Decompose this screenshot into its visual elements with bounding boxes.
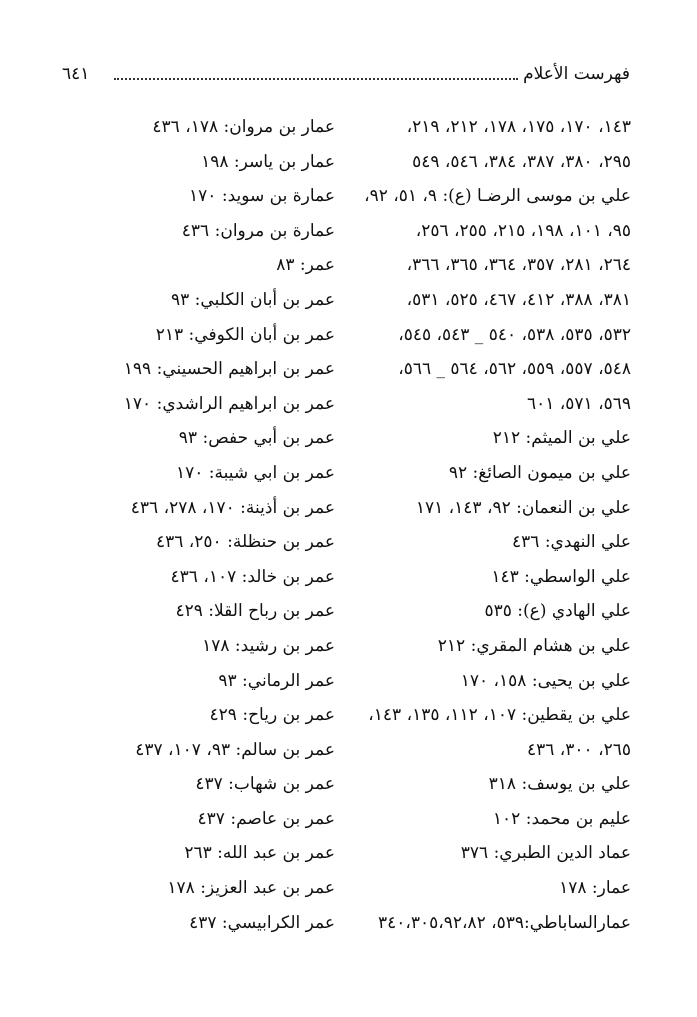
index-entry: عمر بن عاصم: ٤٣٧ <box>197 808 335 829</box>
index-entry: عمر بن شهاب: ٤٣٧ <box>195 774 335 795</box>
page-header <box>62 60 630 88</box>
dotted-leader <box>114 78 518 80</box>
index-entry: علي الواسطي: ١٤٣ <box>491 566 631 587</box>
index-entry: علي بن يوسف: ٣١٨ <box>488 774 631 795</box>
index-entry: عمر الرماني: ٩٣ <box>218 670 335 691</box>
index-entry: علي بن النعمان: ٩٢، ١٤٣، ١٧١ <box>415 497 631 518</box>
index-entry: علي بن هشام المقري: ٢١٢ <box>437 635 631 656</box>
index-entry: عماد الدين الطبري: ٣٧٦ <box>460 843 631 864</box>
index-entry: عمر بن رباح القلا: ٤٢٩ <box>175 601 335 622</box>
index-entry: علي بن ميمون الصائغ: ٩٢ <box>448 462 631 483</box>
index-entry: عمر بن ابي شيبة: ١٧٠ <box>175 462 335 483</box>
index-entry: علي بن الميثم: ٢١٢ <box>492 428 631 449</box>
index-entry: ٥٣٢، ٥٣٥، ٥٣٨، ٥٤٠ _ ٥٤٣، ٥٤٥، <box>398 324 631 345</box>
index-entry: عمر بن أبي حفص: ٩٣ <box>178 428 335 449</box>
index-entry: ٩٥، ١٠١، ١٩٨، ٢١٥، ٢٥٥، ٢٥٦، <box>415 220 631 241</box>
index-entry: عمر بن رشيد: ١٧٨ <box>202 635 335 656</box>
index-entry: ٢٦٤، ٢٨١، ٣٥٧، ٣٦٤، ٣٦٥، ٣٦٦، <box>406 255 631 276</box>
index-entry: ١٤٣، ١٧٠، ١٧٥، ١٧٨، ٢١٢، ٢١٩، <box>406 117 631 137</box>
index-entry: عمر بن ابراهيم الحسيني: ١٩٩ <box>123 359 335 380</box>
index-entry: عمر بن رياح: ٤٢٩ <box>209 705 335 726</box>
index-entry: عمارالساباطي:٥٣٩، ٣٤٠،٣٠٥،٩٢،٨٢ <box>377 912 631 933</box>
index-entry: عمر بن عبد العزيز: ١٧٨ <box>167 878 335 899</box>
index-column-left <box>60 110 335 940</box>
index-entry: علي بن يقطين: ١٠٧، ١١٢، ١٣٥، ١٤٣، <box>368 705 631 726</box>
index-entry: ٣٨١، ٣٨٨، ٤١٢، ٤٦٧، ٥٢٥، ٥٣١، <box>406 289 631 310</box>
page-title: فهرست الأعلام <box>523 64 630 84</box>
index-entry: عمر بن حنظلة: ٢٥٠، ٤٣٦ <box>156 532 335 553</box>
index-entry: عمار: ١٧٨ <box>559 878 631 899</box>
index-entry: عمر الكرابيسي: ٤٣٧ <box>189 912 335 933</box>
index-entry: عمر بن خالد: ١٠٧، ٤٣٦ <box>170 566 335 587</box>
index-entry: عمارة بن سويد: ١٧٠ <box>189 186 335 207</box>
index-entry: ٢٦٥، ٣٠٠، ٤٣٦ <box>527 739 631 760</box>
index-entry: عمارة بن مروان: ٤٣٦ <box>181 220 335 241</box>
page-number: ٦٤١ <box>62 64 90 84</box>
index-entry: ٥٤٨، ٥٥٧، ٥٥٩، ٥٦٢، ٥٦٤ _ ٥٦٦، <box>398 359 631 380</box>
index-entry: عليم بن محمد: ١٠٢ <box>492 808 631 829</box>
index-column-right <box>356 110 631 940</box>
index-entry: علي الهادي (ع): ٥٣٥ <box>484 601 631 622</box>
index-entry: عمر بن أبان الكلبي: ٩٣ <box>171 289 335 310</box>
index-entry: عمر بن عبد الله: ٢٦٣ <box>184 843 335 864</box>
index-entry: عمر بن أبان الكوفي: ٢١٣ <box>155 324 335 345</box>
index-entry: عمر بن سالم: ٩٣، ١٠٧، ٤٣٧ <box>135 739 335 760</box>
index-entry: عمار بن مروان: ١٧٨، ٤٣٦ <box>152 117 335 137</box>
index-entry: ٢٩٥، ٣٨٠، ٣٨٧، ٣٨٤، ٥٤٦، ٥٤٩ <box>412 151 631 172</box>
index-entry: عمر بن أذينة: ١٧٠، ٢٧٨، ٤٣٦ <box>130 497 335 518</box>
index-entry: علي بن موسى الرضـا (ع): ٩، ٥١، ٩٢، <box>364 186 631 207</box>
index-entry: عمر: ٨٣ <box>276 255 335 276</box>
index-entry: ٥٦٩، ٥٧١، ٦٠١ <box>527 393 631 414</box>
index-entry: علي بن يحيى: ١٥٨، ١٧٠ <box>460 670 631 691</box>
index-entry: علي النهدي: ٤٣٦ <box>512 532 631 553</box>
index-entry: عمار بن ياسر: ١٩٨ <box>201 151 335 172</box>
index-entry: عمر بن ابراهيم الراشدي: ١٧٠ <box>123 393 335 414</box>
